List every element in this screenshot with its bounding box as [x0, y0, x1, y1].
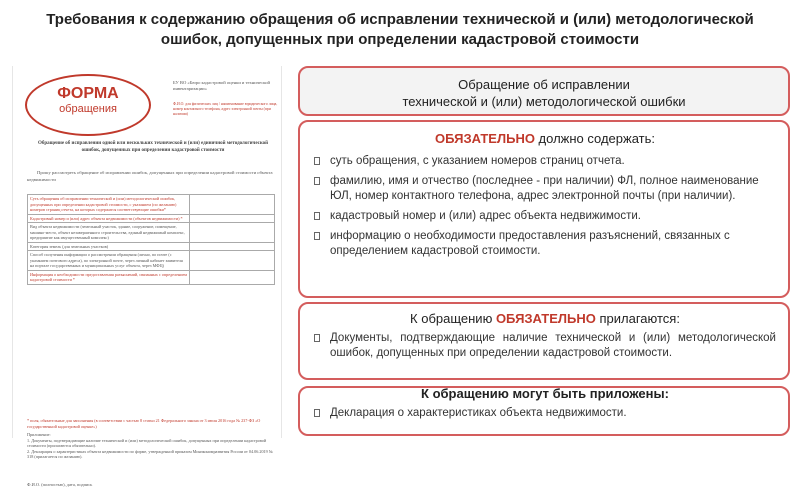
forma-label: ФОРМА [57, 85, 119, 102]
list-item: кадастровый номер и (или) адрес объекта недвижимости. [314, 209, 776, 224]
forma-sublabel: обращения [59, 103, 117, 115]
form-table-label: Суть обращения об исправлении технической и (или) методологической ошибок, допущенных при определении кадастровой стоимости, с указанием (по желанию) номеров страниц отчета, на которых содержатся соответствующие ошибки* [28, 195, 190, 215]
must-contain-list [314, 154, 776, 259]
form-org-header: БУ ВО «Бюро кадастровой оценки и технической инвентаризации» [173, 80, 270, 91]
bullet-icon [314, 212, 320, 220]
must-contain-accent: ОБЯЗАТЕЛЬНО [435, 131, 535, 146]
form-table-value [190, 223, 275, 243]
must-attach-suffix: прилагаются: [595, 311, 680, 326]
form-table-value [190, 195, 275, 215]
must-contain-panel [298, 120, 790, 298]
appeal-title-panel [298, 66, 790, 116]
list-item: Декларация о характеристиках объекта недвижимости. [314, 406, 776, 421]
may-attach-list [314, 406, 776, 421]
must-attach-prefix: К обращению [410, 311, 496, 326]
form-table-label: Информация о необходимости предоставления разъяснений, связанных с определением кадастровой стоимости * [28, 270, 190, 284]
may-attach-heading: К обращению могут быть приложены: [421, 386, 669, 401]
slide-title-line-2: ошибок, допущенных при определении кадастровой стоимости [160, 31, 640, 48]
bullet-icon [314, 177, 320, 185]
list-item: фамилию, имя и отчество (последнее - при наличии) ФЛ, полное наименование ЮЛ, номер контактного телефона, адрес электронной почты (при наличии). [314, 174, 776, 204]
form-attachment-1: 1. Документы, подтверждающие наличие технической и (или) методологической ошибок, допущенных при определении кадастровой стоимости (прилагаются обязательно). [27, 437, 267, 448]
form-table-row [28, 242, 275, 251]
must-attach-accent: ОБЯЗАТЕЛЬНО [495, 311, 596, 326]
forma-stamp [25, 74, 151, 136]
must-attach-list [314, 331, 776, 361]
form-table-value [190, 270, 275, 284]
form-request-text: Прошу рассмотреть обращение об исправлении ошибок, допущенных при определении кадастровой стоимости объекта недвижимости [27, 170, 273, 182]
appeal-title-line-2: технической и (или) методологической ошибки [402, 94, 686, 109]
slide-title-line-1: Требования к содержанию обращения об исправлении технической и (или) методологической [46, 11, 754, 28]
bullet-icon [314, 409, 320, 417]
form-attachment-2: 2. Декларация о характеристиках объекта недвижимости по форме, утвержденной приказом Минэкономразвития России от 04.06.2019 № 318 (прилагается по желанию). [27, 448, 273, 459]
form-table-row [28, 223, 275, 243]
may-attach-panel [298, 386, 790, 436]
form-table-row [28, 195, 275, 215]
form-table-label: Кадастровый номер и (или) адрес объекта недвижимости (объектов недвижимости) * [28, 214, 190, 223]
form-table-row [28, 251, 275, 271]
form-table-value [190, 242, 275, 251]
form-document-image [12, 66, 282, 487]
form-attachment-label: Приложение: [27, 432, 51, 437]
form-signature: Ф.И.О. (полностью), дата, подпись [27, 482, 93, 487]
form-table-label: Категория земель (для земельных участков) [28, 242, 190, 251]
form-heading: Обращение об исправлении одной или нескольких технической и (или) единичной методологической ошибок, допущенных при определении кадастровой стоимости [37, 141, 269, 153]
form-sender-hint: Ф.И.О. для физических лиц / наименование юридического лица, номер контактного телефона, адрес электронной почты (при наличии) [173, 102, 278, 116]
must-contain-heading [314, 130, 776, 147]
form-table-label: Способ получения информации о рассмотрении обращения (лично, по почте (с указанием почтового адреса), по электронной почте, через личный кабинет заявителя на портале государственных и муниципальных услуг объекта, через МФЦ) [28, 251, 190, 271]
must-attach-heading [314, 310, 776, 327]
bullet-icon [314, 232, 320, 240]
list-item: Документы, подтверждающие наличие технической и (или) методологической ошибок, допущенных при определении кадастровой стоимости. [314, 331, 776, 361]
form-table-value [190, 251, 275, 271]
must-attach-panel [298, 302, 790, 380]
slide-title [20, 10, 780, 50]
list-item: информацию о необходимости предоставления разъяснений, связанных с определением кадастровой стоимости. [314, 229, 776, 259]
bullet-icon [314, 157, 320, 165]
form-notes [27, 418, 275, 460]
form-table-value [190, 214, 275, 223]
list-item: суть обращения, с указанием номеров страниц отчета. [314, 154, 776, 169]
form-required-note: * поля, обязательные для заполнения (в соответствии с частью 8 статьи 21 Федерального закона от 3 июля 2016 года № 237-ФЗ «О государственной кадастровой оценке») [27, 418, 261, 429]
form-table-row [28, 270, 275, 284]
appeal-title-line-1: Обращение об исправлении [458, 77, 630, 92]
form-table [27, 194, 275, 285]
must-contain-heading-rest: должно содержать: [534, 131, 655, 146]
form-table-label: Вид объекта недвижимости (земельный участок, здание, сооружение, помещение, машино-место, объект незавершенного строительства, единый недвижимый комплекс, предприятие как имущественный комплекс) [28, 223, 190, 243]
bullet-icon [314, 334, 320, 342]
form-table-row [28, 214, 275, 223]
